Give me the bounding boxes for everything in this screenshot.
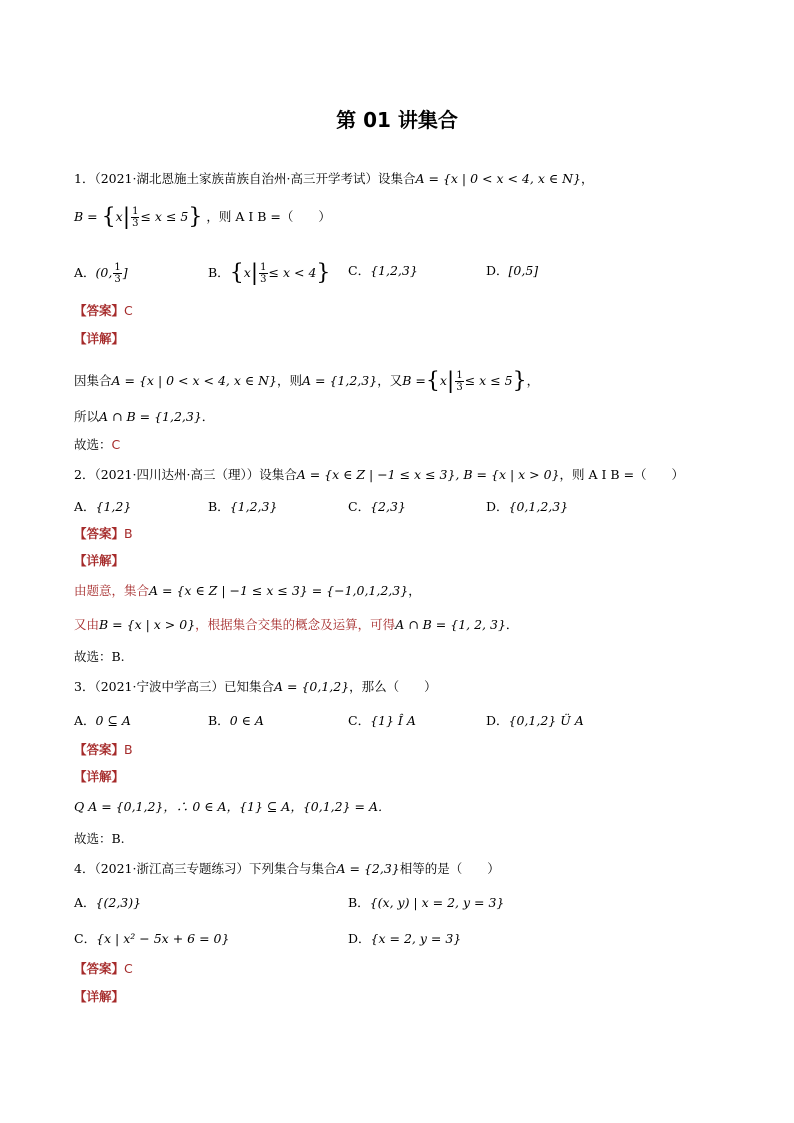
q1-detail-label: 【详解】 xyxy=(74,331,125,346)
q1-option-b-frac xyxy=(259,262,267,285)
q1-option-c xyxy=(348,262,418,280)
q1-option-a-frac-den: 3 xyxy=(114,274,121,285)
q2-sol1-c: ， xyxy=(408,583,421,598)
q1-stem-line1 xyxy=(74,170,593,188)
q2-detail-tag xyxy=(74,552,124,570)
q2-solution-line1 xyxy=(74,582,421,600)
q1-answer xyxy=(74,302,133,320)
q2-sol2-b: B = {x | x > 0} xyxy=(99,617,196,632)
q1-solution-line3 xyxy=(74,436,120,454)
q3-stem xyxy=(74,678,437,696)
q2-option-c xyxy=(348,498,406,516)
q1-sol2-a: 所以 xyxy=(74,409,100,424)
q1-option-b-frac-num: 1 xyxy=(260,262,267,273)
q1-sol1-c: ，则 xyxy=(277,373,303,388)
q3-answer-tag: 【答案】 xyxy=(74,742,125,757)
q1-frac-num: 1 xyxy=(132,206,139,217)
q1-option-b-text: ≤ x < 4 xyxy=(268,265,317,280)
q2-answer-tag: 【答案】 xyxy=(74,526,125,541)
q1-fraction xyxy=(131,206,139,229)
q1-option-d-label: D． xyxy=(486,263,509,278)
q1-option-a-end: ] xyxy=(122,265,128,280)
q4-option-b-label: B． xyxy=(348,895,370,910)
q3-option-b xyxy=(208,712,264,730)
q1-frac-den: 3 xyxy=(132,218,139,229)
q1-sol3-b: C xyxy=(111,437,121,452)
q4-option-a-text: {(2,3)} xyxy=(95,895,142,910)
q1-stem-line2: B = {x| $\frac{1}{3}$ ≤ x ≤ 5} ，则 A I B =（ ） xyxy=(74,204,331,230)
q4-detail-label: 【详解】 xyxy=(74,989,125,1004)
q3-option-b-text: 0 ∈ A xyxy=(229,713,264,728)
q3-option-a-label: A． xyxy=(74,713,96,728)
q2-stem-question: ，则 A I B =（ ） xyxy=(559,467,685,482)
q2-sol2-e: ． xyxy=(505,617,519,632)
q1-sol1-end: ， xyxy=(526,373,540,388)
q3-answer xyxy=(74,741,133,759)
q1-option-a xyxy=(74,262,128,285)
q3-option-a-text: 0 ⊆ A xyxy=(95,713,131,728)
q4-stem xyxy=(74,860,500,878)
q1-comma: ， xyxy=(580,171,594,186)
q1-sol1-frac xyxy=(455,370,463,393)
q1-option-b-var: x xyxy=(243,265,251,280)
q3-option-d-label: D． xyxy=(486,713,509,728)
q3-answer-value: B xyxy=(124,742,133,757)
q1-sol1-var: x xyxy=(439,373,447,388)
q1-answer-tag: 【答案】 xyxy=(74,303,125,318)
q2-solution-line2 xyxy=(74,616,518,634)
q1-question: ，则 A I B =（ ） xyxy=(206,209,331,224)
q4-option-a-label: A． xyxy=(74,895,96,910)
q2-option-d-label: D． xyxy=(486,499,509,514)
q1-sol1-rest: ≤ x ≤ 5 xyxy=(464,373,513,388)
q1-option-d-text: [0,5] xyxy=(508,263,539,278)
q1-option-a-frac xyxy=(113,262,121,285)
q1-option-b: B．{x| $\frac{1}{3}$ ≤ x < 4} xyxy=(208,260,331,286)
q2-option-b xyxy=(208,498,277,516)
q3-detail-tag xyxy=(74,768,124,786)
q3-option-b-label: B． xyxy=(208,713,230,728)
q4-stem-a: 4．（2021·浙江高三专题练习）下列集合与集合 xyxy=(74,861,337,876)
q3-option-d-text: {0,1,2} Ü A xyxy=(508,713,584,728)
q4-answer-tag: 【答案】 xyxy=(74,961,125,976)
q1-sol1-frac-den: 3 xyxy=(456,382,463,393)
q1-option-a-frac-num: 1 xyxy=(114,262,121,273)
q3-option-c xyxy=(348,712,416,730)
q2-option-c-text: {2,3} xyxy=(370,499,406,514)
q1-set-b-cond: ≤ x ≤ 5 xyxy=(140,209,189,224)
q1-option-d xyxy=(486,262,538,280)
q1-detail-tag xyxy=(74,330,124,348)
q2-answer xyxy=(74,525,133,543)
q3-option-a xyxy=(74,712,131,730)
q2-option-d-text: {0,1,2,3} xyxy=(508,499,569,514)
q3-option-c-text: {1} Î A xyxy=(370,713,416,728)
q2-option-a-label: A． xyxy=(74,499,96,514)
q3-option-d xyxy=(486,712,584,730)
q2-stem-a: 2．（2021·四川达州·高三（理））设集合 xyxy=(74,467,297,482)
q4-stem-set: A = {2,3} xyxy=(336,861,400,876)
q1-option-a-text: (0, xyxy=(95,265,113,280)
q4-answer-value: C xyxy=(124,961,133,976)
q2-option-a-text: {1,2} xyxy=(95,499,132,514)
q1-option-b-label: B． xyxy=(208,265,230,280)
q1-answer-value: C xyxy=(124,303,133,318)
q3-sol2: 故选：B. xyxy=(74,831,125,846)
q1-stem-text: 1．（2021·湖北恩施土家族苗族自治州·高三开学考试）设集合 xyxy=(74,171,416,186)
q2-stem xyxy=(74,466,684,484)
q1-option-a-label: A． xyxy=(74,265,96,280)
q4-option-c-label: C． xyxy=(74,931,97,946)
q1-option-b-frac-den: 3 xyxy=(260,274,267,285)
q1-sol2-c: ． xyxy=(201,409,215,424)
q3-sol1: Q A = {0,1,2}，∴ 0 ∈ A，{1} ⊆ A，{0,1,2} = A． xyxy=(74,799,391,814)
q4-option-d xyxy=(348,930,461,948)
q3-detail-label: 【详解】 xyxy=(74,769,125,784)
q2-option-d xyxy=(486,498,568,516)
q2-sol1-a: 由题意，集合 xyxy=(74,583,150,598)
q1-solution-line2 xyxy=(74,408,214,426)
q3-solution-line1 xyxy=(74,798,391,816)
q2-option-c-label: C． xyxy=(348,499,371,514)
q4-stem-question: 相等的是（ ） xyxy=(399,861,500,876)
q4-detail-tag xyxy=(74,988,124,1006)
q1-sol2-b: A ∩ B = {1,2,3} xyxy=(99,409,202,424)
q1-option-c-text: {1,2,3} xyxy=(370,263,418,278)
q3-solution-line2 xyxy=(74,830,125,848)
q1-sol1-frac-num: 1 xyxy=(456,370,463,381)
q2-sol1-b: A = {x ∈ Z | −1 ≤ x ≤ 3} = {−1,0,1,2,3} xyxy=(149,583,409,598)
q2-detail-label: 【详解】 xyxy=(74,553,125,568)
q2-stem-sets: A = {x ∈ Z | −1 ≤ x ≤ 3}, B = {x | x > 0} xyxy=(296,467,560,482)
q4-option-a xyxy=(74,894,141,912)
q4-option-c-text: {x | x² − 5x + 6 = 0} xyxy=(96,931,230,946)
q2-sol3: 故选：B. xyxy=(74,649,125,664)
q1-sol3-a: 故选： xyxy=(74,437,112,452)
q1-option-c-label: C． xyxy=(348,263,371,278)
q4-option-b-text: {(x, y) | x = 2, y = 3} xyxy=(369,895,505,910)
q4-option-b xyxy=(348,894,504,912)
q3-option-c-label: C． xyxy=(348,713,371,728)
q4-option-c xyxy=(74,930,229,948)
q1-sol1-e: ，又 xyxy=(377,373,403,388)
page-title: 第 01 讲集合 xyxy=(336,108,458,132)
q1-set-b-label: B = xyxy=(74,209,98,224)
q2-answer-value: B xyxy=(124,526,133,541)
q1-set-b-var: x xyxy=(115,209,123,224)
q1-solution-line1: 因集合A = {x | 0 < x < 4, x ∈ N}，则A = {1,2,3}，又B ={x| $\frac{1}{3}$ ≤ x ≤ 5}， xyxy=(74,368,540,394)
q2-option-a xyxy=(74,498,131,516)
q4-answer xyxy=(74,960,133,978)
q1-sol1-b: A = {x | 0 < x < 4, x ∈ N} xyxy=(111,373,278,388)
q2-option-b-label: B． xyxy=(208,499,230,514)
q3-stem-question: ，那么（ ） xyxy=(349,679,437,694)
q3-stem-a: 3．（2021·宁波中学高三）已知集合 xyxy=(74,679,274,694)
q3-stem-set: A = {0,1,2} xyxy=(274,679,350,694)
q2-option-b-text: {1,2,3} xyxy=(229,499,278,514)
q1-sol1-f: B = xyxy=(402,373,426,388)
q1-sol1-a: 因集合 xyxy=(74,373,112,388)
q2-sol2-a: 又由 xyxy=(74,617,100,632)
q1-sol1-d: A = {1,2,3} xyxy=(302,373,378,388)
q2-sol2-d: A ∩ B = {1, 2, 3} xyxy=(395,617,506,632)
q2-sol2-c: ，根据集合交集的概念及运算，可得 xyxy=(195,617,396,632)
q2-solution-line3 xyxy=(74,648,125,666)
q4-option-d-label: D． xyxy=(348,931,371,946)
q1-set-a: A = {x | 0 < x < 4, x ∈ N} xyxy=(415,171,581,186)
q4-option-d-text: {x = 2, y = 3} xyxy=(370,931,462,946)
